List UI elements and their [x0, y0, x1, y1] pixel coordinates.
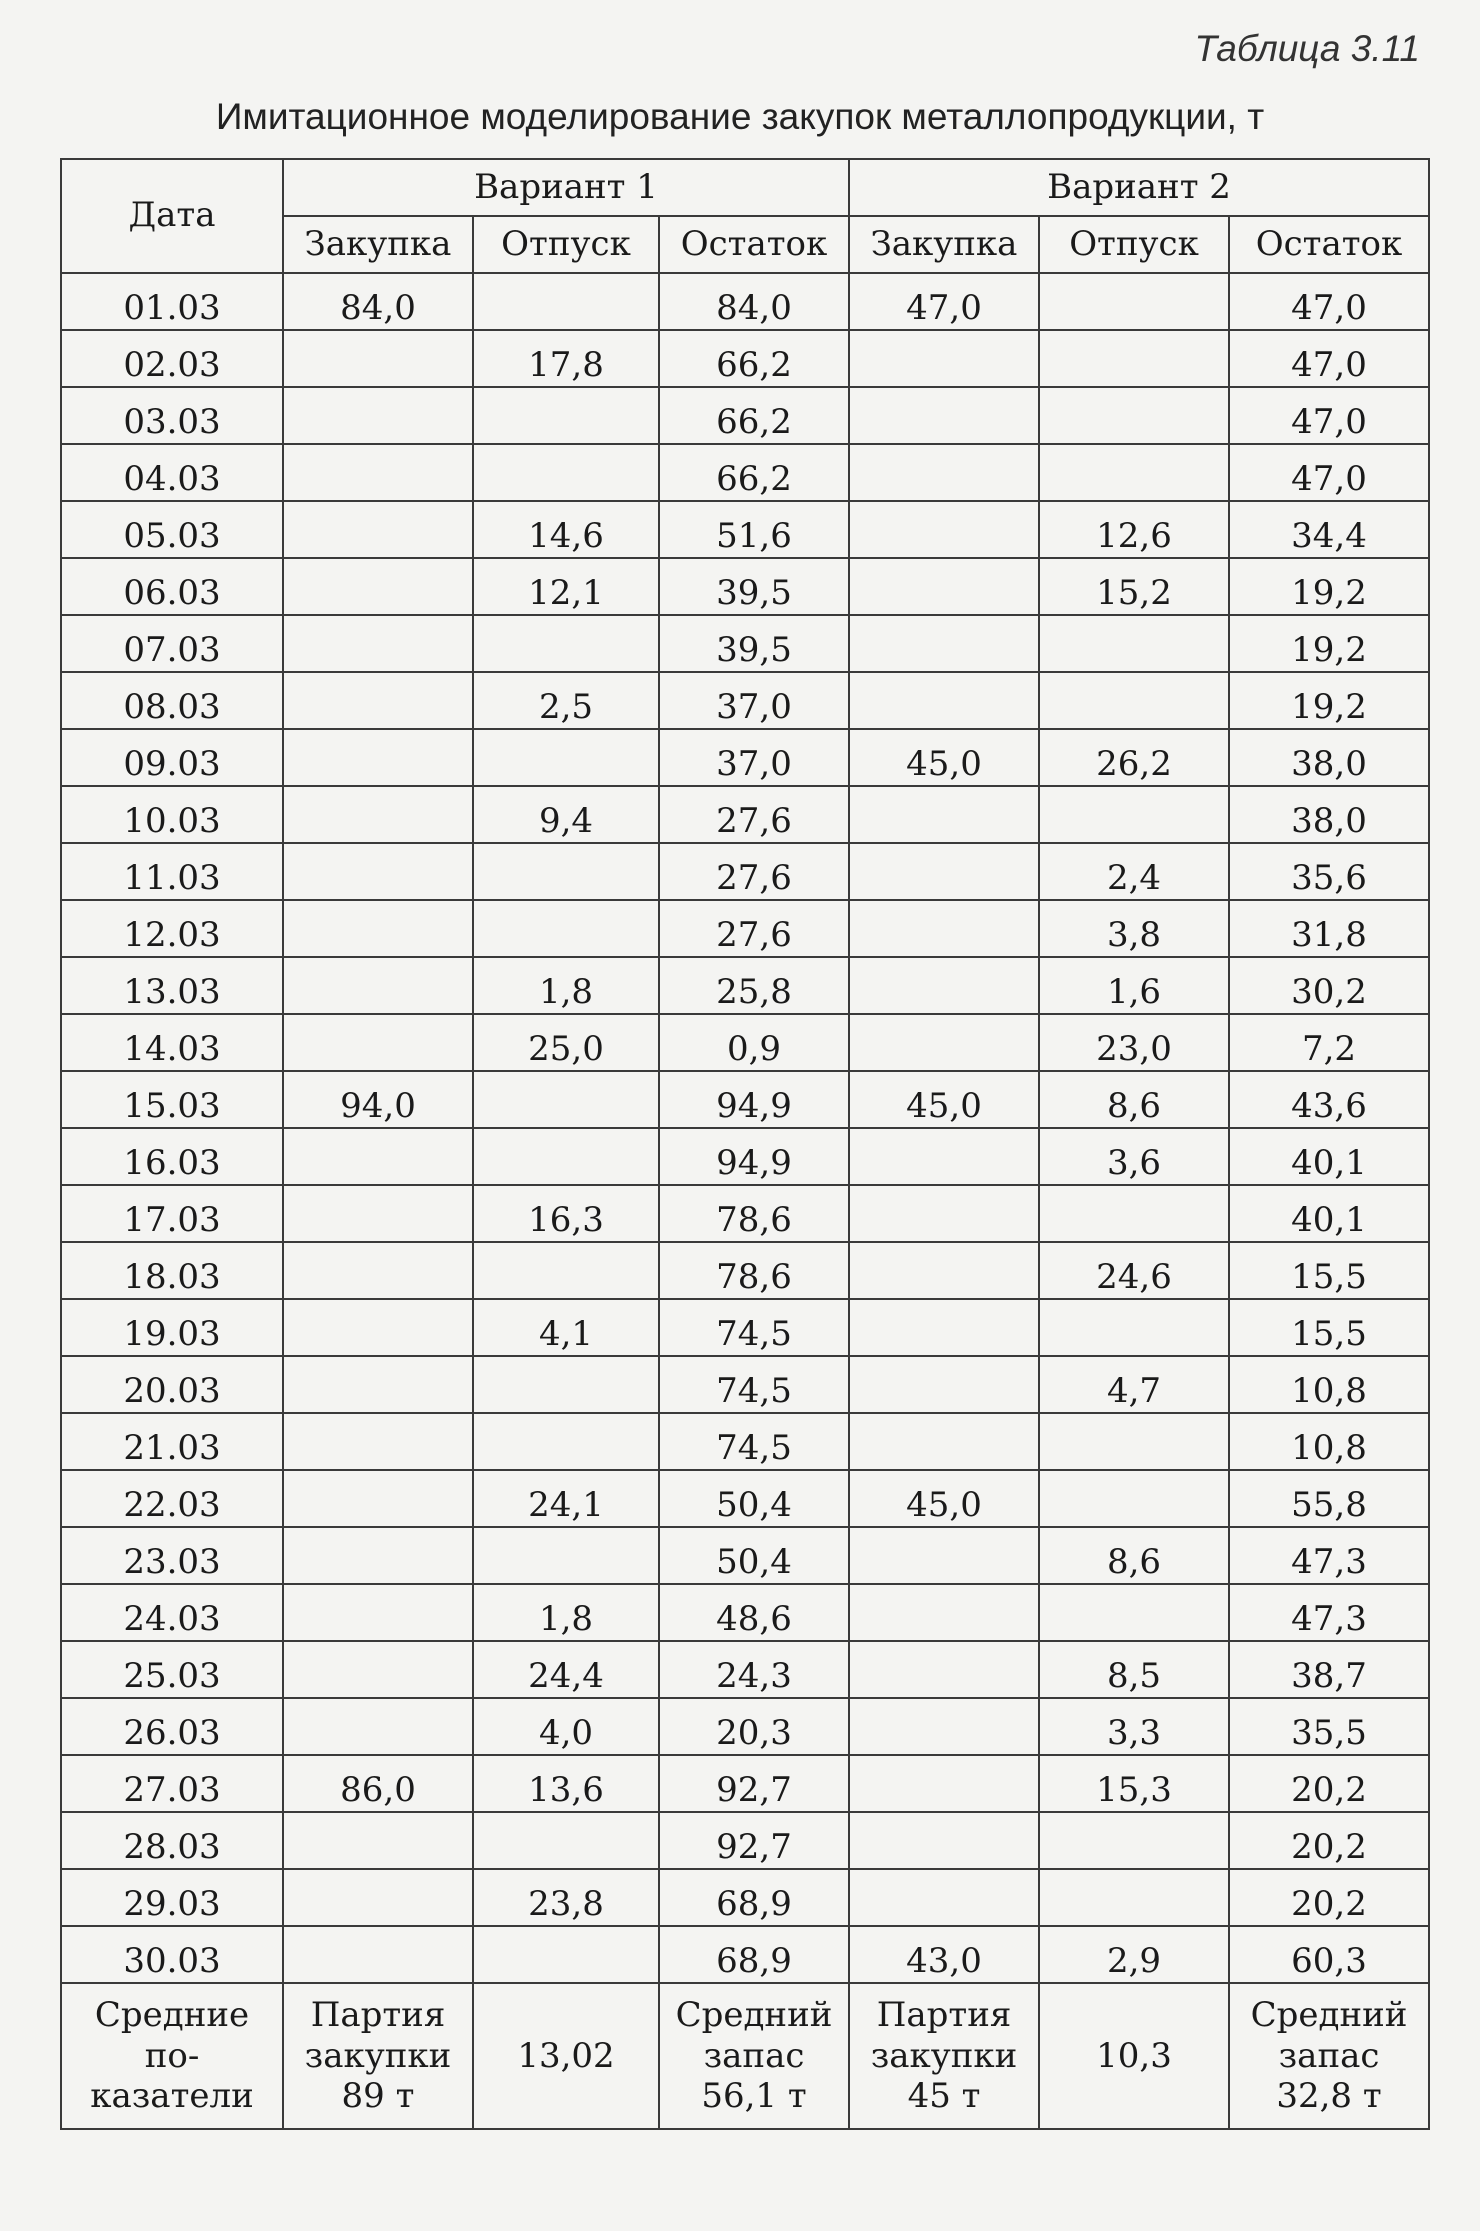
- v1-purchase-cell: [283, 1470, 473, 1527]
- table-body: [61, 273, 1429, 1983]
- v2-balance-cell: 10,8: [1229, 1413, 1429, 1470]
- v1-release-cell: 4,0: [473, 1698, 659, 1755]
- table-row: [61, 501, 1429, 558]
- date-cell: 26.03: [61, 1698, 283, 1755]
- v1-purchase-cell: [283, 1128, 473, 1185]
- date-cell: 10.03: [61, 786, 283, 843]
- v1-purchase-cell: [283, 387, 473, 444]
- v2-release-cell: [1039, 387, 1229, 444]
- v2-release-cell: 12,6: [1039, 501, 1229, 558]
- v1-balance-cell: 68,9: [659, 1926, 849, 1983]
- v2-purchase-cell: [849, 387, 1039, 444]
- v2-purchase-cell: [849, 1185, 1039, 1242]
- v2-release-cell: 2,9: [1039, 1926, 1229, 1983]
- table-row: [61, 615, 1429, 672]
- v1-purchase-cell: [283, 843, 473, 900]
- v2-purchase-cell: [849, 501, 1039, 558]
- v1-balance-cell: 37,0: [659, 672, 849, 729]
- v1-balance-cell: 50,4: [659, 1527, 849, 1584]
- v2-balance-cell: 47,3: [1229, 1584, 1429, 1641]
- v2-balance-cell: 47,0: [1229, 444, 1429, 501]
- v2-balance-cell: 43,6: [1229, 1071, 1429, 1128]
- v2-balance-cell: 7,2: [1229, 1014, 1429, 1071]
- v2-purchase-cell: [849, 1812, 1039, 1869]
- date-cell: 06.03: [61, 558, 283, 615]
- v2-purchase-cell: [849, 786, 1039, 843]
- v2-balance-cell: 47,0: [1229, 273, 1429, 330]
- v1-purchase-cell: [283, 786, 473, 843]
- v1-release-cell: 23,8: [473, 1869, 659, 1926]
- table-row: [61, 1641, 1429, 1698]
- summary-v1-balance: Средний запас 56,1 т: [659, 1983, 849, 2129]
- v2-balance-cell: 31,8: [1229, 900, 1429, 957]
- v1-purchase-cell: [283, 501, 473, 558]
- v1-purchase-cell: [283, 1926, 473, 1983]
- table-row: [61, 1242, 1429, 1299]
- v1-release-cell: [473, 1413, 659, 1470]
- table-row: [61, 1128, 1429, 1185]
- table-row: [61, 1356, 1429, 1413]
- v2-release-cell: [1039, 1470, 1229, 1527]
- v2-release-cell: [1039, 1413, 1229, 1470]
- v1-release-cell: 14,6: [473, 501, 659, 558]
- v1-purchase-cell: 86,0: [283, 1755, 473, 1812]
- v1-purchase-cell: [283, 1641, 473, 1698]
- date-cell: 28.03: [61, 1812, 283, 1869]
- table-row: [61, 1185, 1429, 1242]
- v1-purchase-cell: [283, 1014, 473, 1071]
- v2-purchase-cell: [849, 615, 1039, 672]
- v2-release-cell: 3,3: [1039, 1698, 1229, 1755]
- v1-purchase-cell: [283, 1242, 473, 1299]
- v2-purchase-cell: 45,0: [849, 1470, 1039, 1527]
- v2-release-cell: 8,6: [1039, 1527, 1229, 1584]
- v1-balance-cell: 27,6: [659, 843, 849, 900]
- v2-purchase-cell: [849, 1698, 1039, 1755]
- date-cell: 12.03: [61, 900, 283, 957]
- table-row: [61, 900, 1429, 957]
- v2-balance-cell: 55,8: [1229, 1470, 1429, 1527]
- v1-balance-cell: 92,7: [659, 1812, 849, 1869]
- date-cell: 22.03: [61, 1470, 283, 1527]
- v1-purchase-cell: [283, 1413, 473, 1470]
- v1-release-cell: 24,1: [473, 1470, 659, 1527]
- v1-purchase-cell: 94,0: [283, 1071, 473, 1128]
- v2-release-cell: 8,5: [1039, 1641, 1229, 1698]
- v2-balance-cell: 19,2: [1229, 558, 1429, 615]
- header-v2-release: Отпуск: [1039, 216, 1229, 273]
- date-cell: 07.03: [61, 615, 283, 672]
- table-row: [61, 957, 1429, 1014]
- v2-purchase-cell: 43,0: [849, 1926, 1039, 1983]
- table-row: [61, 387, 1429, 444]
- v1-release-cell: 25,0: [473, 1014, 659, 1071]
- v2-balance-cell: 35,5: [1229, 1698, 1429, 1755]
- v1-purchase-cell: [283, 330, 473, 387]
- v1-balance-cell: 94,9: [659, 1071, 849, 1128]
- v1-release-cell: [473, 900, 659, 957]
- v1-release-cell: 17,8: [473, 330, 659, 387]
- table-title: Имитационное моделирование закупок металлопродукции, т: [215, 96, 1265, 137]
- v1-release-cell: [473, 273, 659, 330]
- v2-balance-cell: 47,3: [1229, 1527, 1429, 1584]
- v2-release-cell: [1039, 273, 1229, 330]
- v1-purchase-cell: [283, 1527, 473, 1584]
- v2-release-cell: 23,0: [1039, 1014, 1229, 1071]
- v1-release-cell: [473, 615, 659, 672]
- v1-balance-cell: 39,5: [659, 558, 849, 615]
- v1-balance-cell: 78,6: [659, 1242, 849, 1299]
- v1-release-cell: 4,1: [473, 1299, 659, 1356]
- v1-balance-cell: 50,4: [659, 1470, 849, 1527]
- v1-balance-cell: 20,3: [659, 1698, 849, 1755]
- v2-release-cell: 15,3: [1039, 1755, 1229, 1812]
- v2-balance-cell: 19,2: [1229, 672, 1429, 729]
- summary-v2-balance: Средний запас 32,8 т: [1229, 1983, 1429, 2129]
- v2-release-cell: [1039, 330, 1229, 387]
- date-cell: 25.03: [61, 1641, 283, 1698]
- table-row: [61, 1071, 1429, 1128]
- v1-balance-cell: 78,6: [659, 1185, 849, 1242]
- table-row: [61, 1527, 1429, 1584]
- header-variant-2: Вариант 2: [849, 159, 1429, 216]
- v1-purchase-cell: [283, 615, 473, 672]
- table-row: [61, 330, 1429, 387]
- table-row: [61, 1869, 1429, 1926]
- v2-purchase-cell: [849, 1242, 1039, 1299]
- date-cell: 15.03: [61, 1071, 283, 1128]
- table-row: [61, 558, 1429, 615]
- v1-balance-cell: 66,2: [659, 387, 849, 444]
- v2-release-cell: 24,6: [1039, 1242, 1229, 1299]
- date-cell: 14.03: [61, 1014, 283, 1071]
- date-cell: 05.03: [61, 501, 283, 558]
- v2-balance-cell: 35,6: [1229, 843, 1429, 900]
- v2-balance-cell: 10,8: [1229, 1356, 1429, 1413]
- v1-release-cell: [473, 1242, 659, 1299]
- date-cell: 09.03: [61, 729, 283, 786]
- v1-purchase-cell: [283, 1185, 473, 1242]
- v2-release-cell: 26,2: [1039, 729, 1229, 786]
- header-v1-release: Отпуск: [473, 216, 659, 273]
- v1-balance-cell: 39,5: [659, 615, 849, 672]
- table-row: [61, 273, 1429, 330]
- v1-release-cell: 13,6: [473, 1755, 659, 1812]
- table-row: [61, 786, 1429, 843]
- header-v2-balance: Остаток: [1229, 216, 1429, 273]
- date-cell: 16.03: [61, 1128, 283, 1185]
- v2-purchase-cell: 45,0: [849, 729, 1039, 786]
- table-row: [61, 729, 1429, 786]
- summary-v2-purchase: Партия закупки 45 т: [849, 1983, 1039, 2129]
- v2-purchase-cell: [849, 1755, 1039, 1812]
- date-cell: 01.03: [61, 273, 283, 330]
- v2-purchase-cell: 47,0: [849, 273, 1039, 330]
- v2-purchase-cell: [849, 444, 1039, 501]
- v1-balance-cell: 74,5: [659, 1356, 849, 1413]
- v2-purchase-cell: [849, 1014, 1039, 1071]
- v2-purchase-cell: [849, 843, 1039, 900]
- v1-balance-cell: 51,6: [659, 501, 849, 558]
- v1-balance-cell: 48,6: [659, 1584, 849, 1641]
- table-row: [61, 1926, 1429, 1983]
- summary-label: Средние по- казатели: [61, 1983, 283, 2129]
- v1-purchase-cell: [283, 1584, 473, 1641]
- v2-purchase-cell: [849, 1584, 1039, 1641]
- date-cell: 24.03: [61, 1584, 283, 1641]
- v2-balance-cell: 19,2: [1229, 615, 1429, 672]
- v2-purchase-cell: [849, 1869, 1039, 1926]
- v1-balance-cell: 66,2: [659, 444, 849, 501]
- v1-release-cell: 1,8: [473, 957, 659, 1014]
- v1-balance-cell: 84,0: [659, 273, 849, 330]
- v2-release-cell: 4,7: [1039, 1356, 1229, 1413]
- v2-release-cell: [1039, 615, 1229, 672]
- table-row: [61, 1698, 1429, 1755]
- table-row: [61, 1299, 1429, 1356]
- v2-release-cell: 1,6: [1039, 957, 1229, 1014]
- v2-release-cell: [1039, 786, 1229, 843]
- v2-release-cell: 3,8: [1039, 900, 1229, 957]
- v1-balance-cell: 0,9: [659, 1014, 849, 1071]
- table-row: [61, 1812, 1429, 1869]
- v1-release-cell: 24,4: [473, 1641, 659, 1698]
- v1-purchase-cell: [283, 1812, 473, 1869]
- v1-release-cell: [473, 387, 659, 444]
- date-cell: 13.03: [61, 957, 283, 1014]
- v2-balance-cell: 47,0: [1229, 387, 1429, 444]
- table-number: Таблица 3.11: [1194, 28, 1420, 69]
- v1-purchase-cell: [283, 729, 473, 786]
- v1-balance-cell: 68,9: [659, 1869, 849, 1926]
- v2-balance-cell: 30,2: [1229, 957, 1429, 1014]
- v1-release-cell: 2,5: [473, 672, 659, 729]
- v2-release-cell: 2,4: [1039, 843, 1229, 900]
- v2-release-cell: [1039, 444, 1229, 501]
- v2-purchase-cell: [849, 672, 1039, 729]
- v2-release-cell: 8,6: [1039, 1071, 1229, 1128]
- v2-release-cell: [1039, 1869, 1229, 1926]
- v1-balance-cell: 92,7: [659, 1755, 849, 1812]
- table-row: [61, 1584, 1429, 1641]
- v2-balance-cell: 20,2: [1229, 1755, 1429, 1812]
- date-cell: 08.03: [61, 672, 283, 729]
- v2-balance-cell: 34,4: [1229, 501, 1429, 558]
- v2-purchase-cell: [849, 1641, 1039, 1698]
- v1-purchase-cell: 84,0: [283, 273, 473, 330]
- date-cell: 19.03: [61, 1299, 283, 1356]
- v1-release-cell: [473, 843, 659, 900]
- v1-purchase-cell: [283, 1299, 473, 1356]
- header-date: Дата: [61, 159, 283, 273]
- table-row: [61, 1470, 1429, 1527]
- v2-purchase-cell: [849, 900, 1039, 957]
- v1-release-cell: [473, 729, 659, 786]
- v1-balance-cell: 24,3: [659, 1641, 849, 1698]
- v2-release-cell: [1039, 1584, 1229, 1641]
- date-cell: 03.03: [61, 387, 283, 444]
- v1-balance-cell: 74,5: [659, 1299, 849, 1356]
- v1-balance-cell: 27,6: [659, 786, 849, 843]
- v1-release-cell: [473, 444, 659, 501]
- v2-balance-cell: 15,5: [1229, 1242, 1429, 1299]
- date-cell: 04.03: [61, 444, 283, 501]
- date-cell: 21.03: [61, 1413, 283, 1470]
- table-row: [61, 1413, 1429, 1470]
- v1-purchase-cell: [283, 900, 473, 957]
- summary-v1-purchase: Партия закупки 89 т: [283, 1983, 473, 2129]
- v2-purchase-cell: [849, 1527, 1039, 1584]
- date-cell: 20.03: [61, 1356, 283, 1413]
- v2-release-cell: 15,2: [1039, 558, 1229, 615]
- table-row: [61, 1755, 1429, 1812]
- purchase-simulation-table: [60, 158, 1430, 2130]
- v1-balance-cell: 94,9: [659, 1128, 849, 1185]
- v1-purchase-cell: [283, 558, 473, 615]
- header-v1-balance: Остаток: [659, 216, 849, 273]
- date-cell: 23.03: [61, 1527, 283, 1584]
- table-row: [61, 672, 1429, 729]
- header-variant-1: Вариант 1: [283, 159, 849, 216]
- v1-balance-cell: 25,8: [659, 957, 849, 1014]
- v1-release-cell: [473, 1356, 659, 1413]
- v2-release-cell: 3,6: [1039, 1128, 1229, 1185]
- v2-balance-cell: 47,0: [1229, 330, 1429, 387]
- v1-purchase-cell: [283, 1356, 473, 1413]
- v2-purchase-cell: [849, 1413, 1039, 1470]
- table-row: [61, 444, 1429, 501]
- v1-release-cell: [473, 1128, 659, 1185]
- v1-purchase-cell: [283, 672, 473, 729]
- v2-balance-cell: 40,1: [1229, 1185, 1429, 1242]
- v2-release-cell: [1039, 1185, 1229, 1242]
- v2-balance-cell: 38,7: [1229, 1641, 1429, 1698]
- date-cell: 18.03: [61, 1242, 283, 1299]
- header-v1-purchase: Закупка: [283, 216, 473, 273]
- table-row: [61, 843, 1429, 900]
- v2-purchase-cell: [849, 1128, 1039, 1185]
- v1-release-cell: 12,1: [473, 558, 659, 615]
- v1-purchase-cell: [283, 1869, 473, 1926]
- date-cell: 02.03: [61, 330, 283, 387]
- v2-purchase-cell: [849, 558, 1039, 615]
- date-cell: 30.03: [61, 1926, 283, 1983]
- v2-balance-cell: 38,0: [1229, 786, 1429, 843]
- v1-release-cell: [473, 1926, 659, 1983]
- v2-purchase-cell: [849, 1299, 1039, 1356]
- v1-release-cell: [473, 1527, 659, 1584]
- header-v2-purchase: Закупка: [849, 216, 1039, 273]
- v1-release-cell: 16,3: [473, 1185, 659, 1242]
- v1-balance-cell: 74,5: [659, 1413, 849, 1470]
- v2-balance-cell: 15,5: [1229, 1299, 1429, 1356]
- date-cell: 17.03: [61, 1185, 283, 1242]
- v1-purchase-cell: [283, 444, 473, 501]
- v1-purchase-cell: [283, 1698, 473, 1755]
- v1-release-cell: 1,8: [473, 1584, 659, 1641]
- v2-purchase-cell: [849, 330, 1039, 387]
- v2-release-cell: [1039, 1812, 1229, 1869]
- summary-v1-release: 13,02: [473, 1983, 659, 2129]
- date-cell: 11.03: [61, 843, 283, 900]
- v1-release-cell: [473, 1812, 659, 1869]
- table-row: [61, 1014, 1429, 1071]
- v2-balance-cell: 20,2: [1229, 1812, 1429, 1869]
- summary-row: [61, 1983, 1429, 2129]
- v2-purchase-cell: [849, 1356, 1039, 1413]
- summary-v2-release: 10,3: [1039, 1983, 1229, 2129]
- v1-balance-cell: 66,2: [659, 330, 849, 387]
- v2-release-cell: [1039, 672, 1229, 729]
- date-cell: 27.03: [61, 1755, 283, 1812]
- v1-purchase-cell: [283, 957, 473, 1014]
- v2-purchase-cell: 45,0: [849, 1071, 1039, 1128]
- v1-release-cell: [473, 1071, 659, 1128]
- v2-release-cell: [1039, 1299, 1229, 1356]
- v2-balance-cell: 60,3: [1229, 1926, 1429, 1983]
- v2-balance-cell: 38,0: [1229, 729, 1429, 786]
- v1-release-cell: 9,4: [473, 786, 659, 843]
- v2-balance-cell: 20,2: [1229, 1869, 1429, 1926]
- v1-balance-cell: 37,0: [659, 729, 849, 786]
- v2-purchase-cell: [849, 957, 1039, 1014]
- v2-balance-cell: 40,1: [1229, 1128, 1429, 1185]
- date-cell: 29.03: [61, 1869, 283, 1926]
- v1-balance-cell: 27,6: [659, 900, 849, 957]
